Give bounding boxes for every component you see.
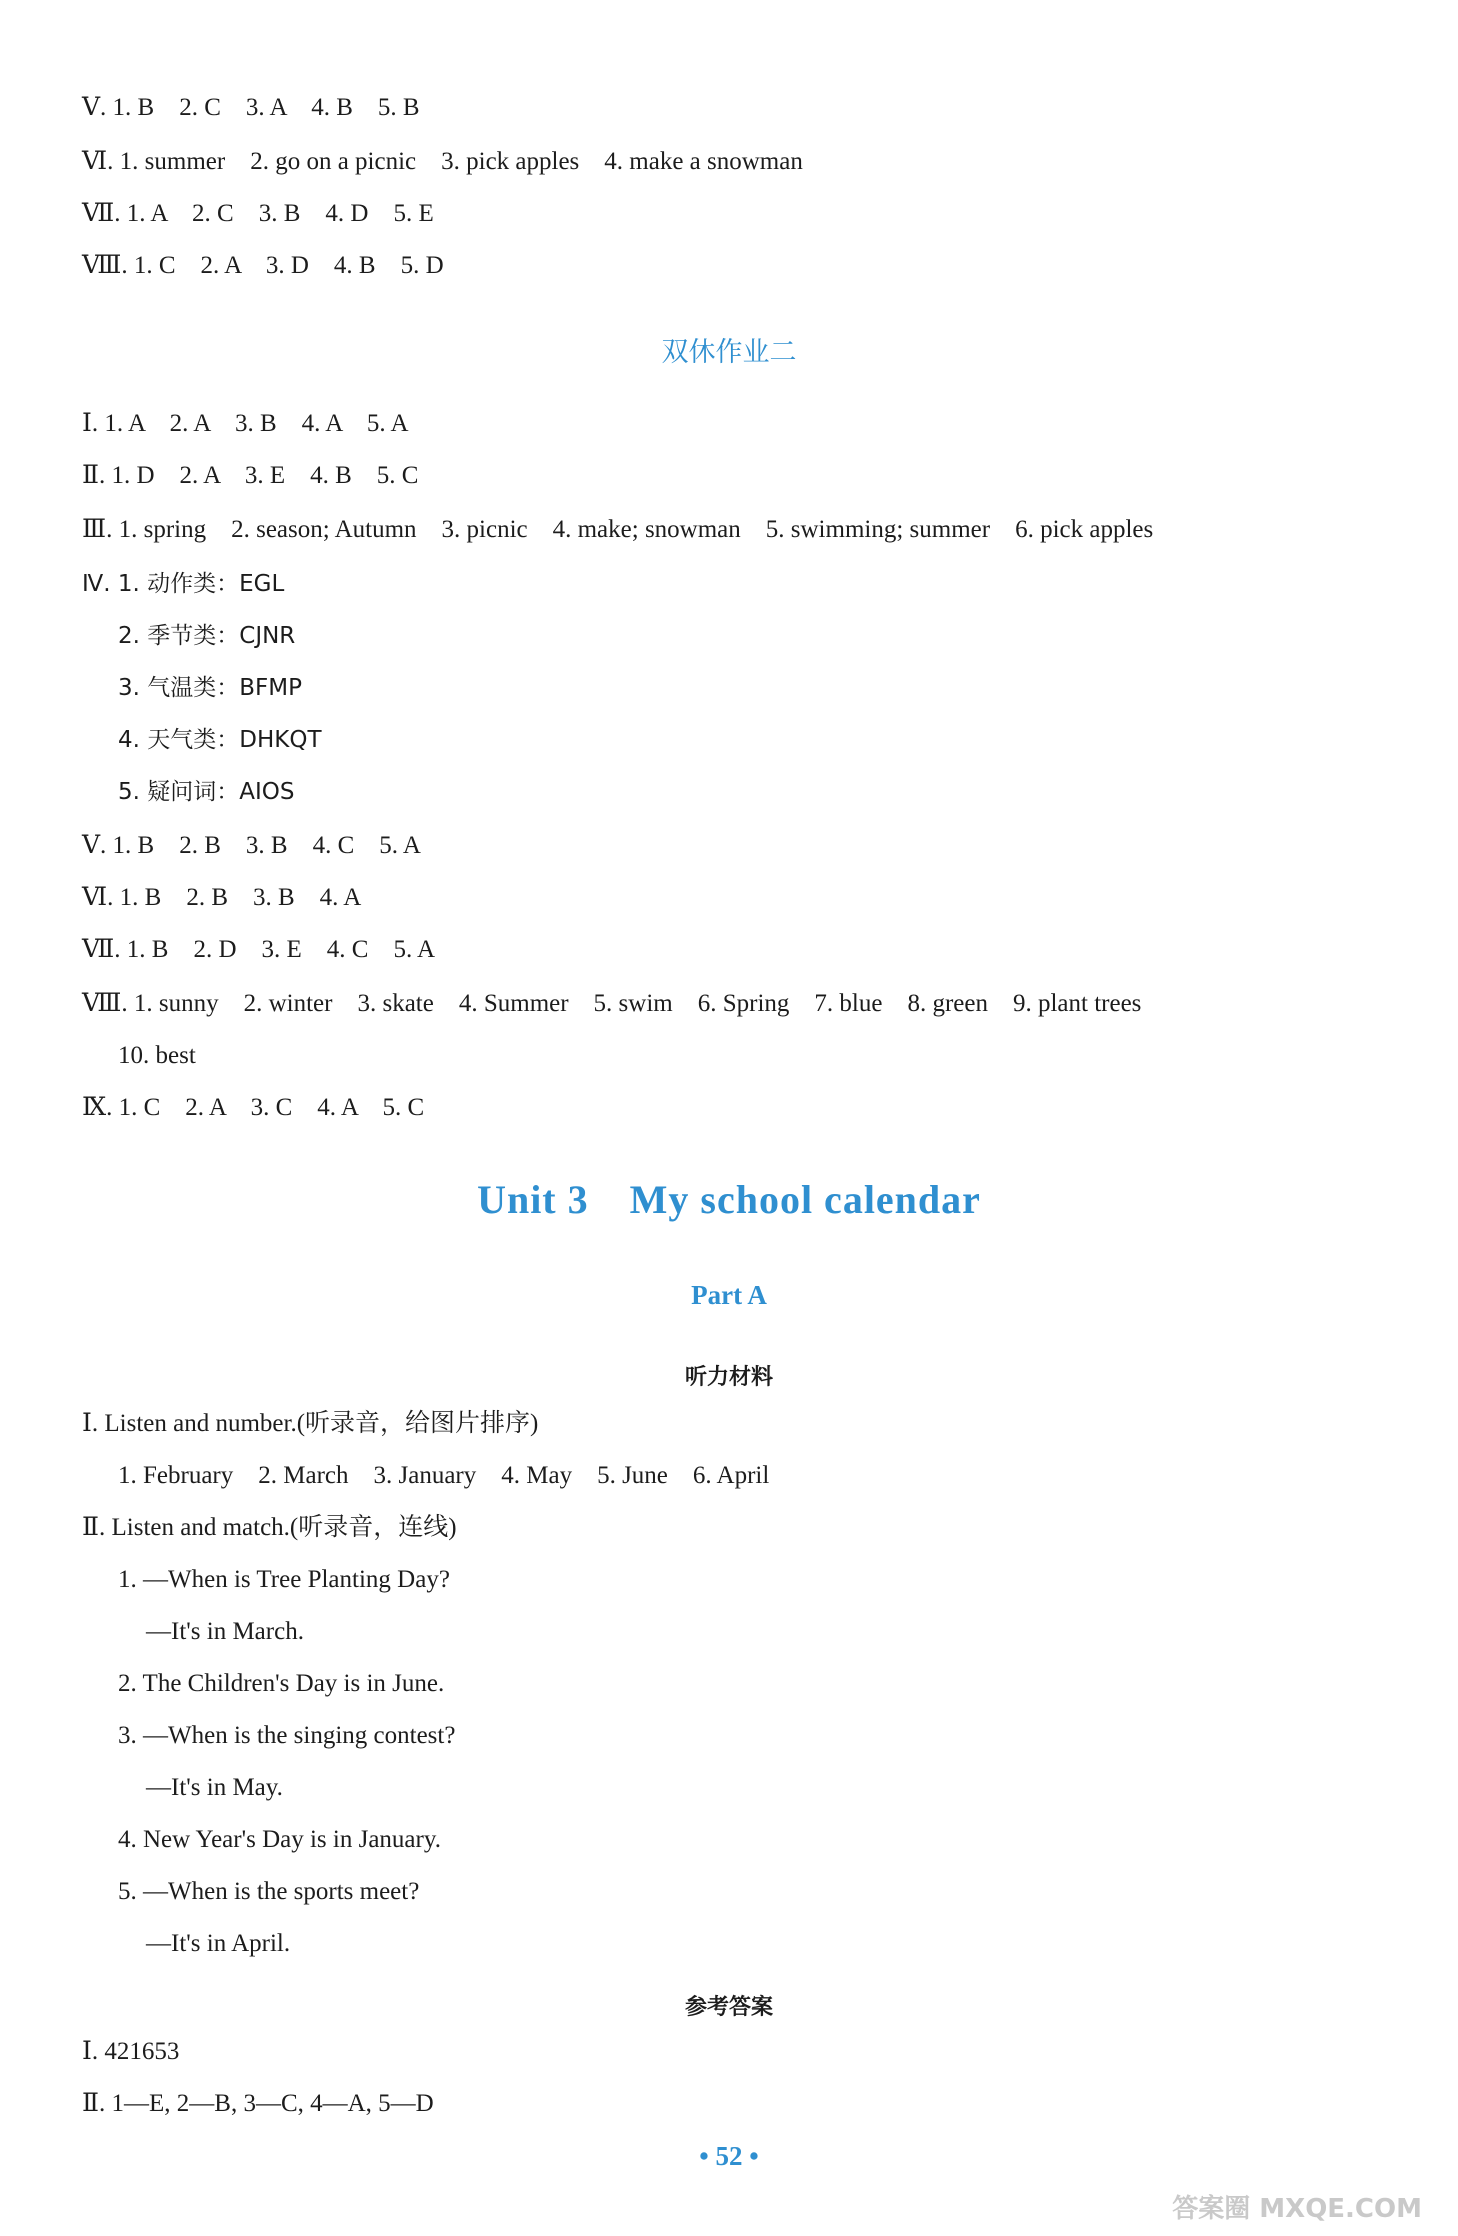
listening-row-ii-5b: —It's in April. — [146, 1930, 291, 1957]
listening-row-ii-3b: —It's in May. — [146, 1774, 283, 1801]
answer-row-v2: Ⅴ. 1. B 2. B 3. B 4. C 5. A — [82, 832, 421, 859]
listening-row-i-items: 1. February 2. March 3. January 4. May 5. June 6. April — [118, 1462, 770, 1489]
answer-key-row-i: Ⅰ. 421653 — [82, 2038, 180, 2065]
answer-row-iv-3: 3. 气温类：BFMP — [118, 675, 302, 701]
answer-row-ii: Ⅱ. 1. D 2. A 3. E 4. B 5. C — [82, 462, 419, 489]
answer-row-vii2: Ⅶ. 1. B 2. D 3. E 4. C 5. A — [82, 936, 436, 963]
answer-row-viii2: Ⅷ. 1. sunny 2. winter 3. skate 4. Summer 5. swim 6. Spring 7. blue 8. green 9. plant trees — [82, 990, 1142, 1017]
answer-row-iv: Ⅳ. 1. 动作类：EGL — [82, 571, 285, 597]
listening-row-i: Ⅰ. Listen and number.(听录音，给图片排序) — [82, 1410, 539, 1437]
watermark-logo: 答案圈 MXQE.COM — [1172, 2194, 1422, 2224]
listening-row-ii: Ⅱ. Listen and match.(听录音，连线) — [82, 1514, 457, 1541]
answer-row-viii2-10: 10. best — [118, 1042, 196, 1069]
answer-row-vii: Ⅶ. 1. A 2. C 3. B 4. D 5. E — [82, 200, 434, 227]
listening-row-ii-5: 5. —When is the sports meet? — [118, 1878, 420, 1905]
page-number: • 52 • — [699, 2141, 759, 2171]
listening-row-ii-3: 3. —When is the singing contest? — [118, 1722, 456, 1749]
answer-row-iv-2: 2. 季节类：CJNR — [118, 623, 296, 649]
listening-row-ii-1b: —It's in March. — [146, 1618, 304, 1645]
answer-row-iv-4: 4. 天气类：DHKQT — [118, 727, 322, 753]
section-title: 双休作业二 — [661, 337, 797, 368]
answer-key-row-ii: Ⅱ. 1—E, 2—B, 3—C, 4—A, 5—D — [82, 2090, 434, 2117]
unit-title: Unit 3 My school calendar — [477, 1177, 981, 1222]
answer-row-v: Ⅴ. 1. B 2. C 3. A 4. B 5. B — [82, 94, 420, 121]
answer-row-iv-5: 5. 疑问词：AIOS — [118, 779, 295, 805]
answer-row-ix: Ⅸ. 1. C 2. A 3. C 4. A 5. C — [82, 1094, 425, 1121]
listening-row-ii-2: 2. The Children's Day is in June. — [118, 1670, 445, 1697]
answer-row-i: Ⅰ. 1. A 2. A 3. B 4. A 5. A — [82, 410, 409, 437]
answer-row-iii: Ⅲ. 1. spring 2. season; Autumn 3. picnic 4. make; snowman 5. swimming; summer 6. pick apples — [82, 516, 1154, 543]
listening-row-ii-1: 1. —When is Tree Planting Day? — [118, 1566, 450, 1593]
answer-row-vi: Ⅵ. 1. summer 2. go on a picnic 3. pick apples 4. make a snowman — [82, 148, 803, 175]
listening-title: 听力材料 — [684, 1365, 773, 1390]
part-title: Part A — [691, 1280, 767, 1310]
listening-row-ii-4: 4. New Year's Day is in January. — [118, 1826, 441, 1853]
answer-row-vi2: Ⅵ. 1. B 2. B 3. B 4. A — [82, 884, 362, 911]
answers-title: 参考答案 — [684, 1995, 773, 2020]
answer-row-viii: Ⅷ. 1. C 2. A 3. D 4. B 5. D — [82, 252, 444, 279]
